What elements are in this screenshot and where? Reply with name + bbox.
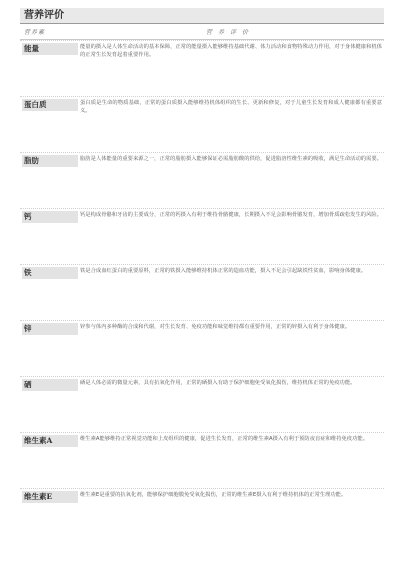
nutrient-evaluation: 锌参与体内多种酶的合成和代谢，对生长发育、免疫功能和味觉维持都有重要作用，正常的锌摄入有利于身体健康。 xyxy=(80,324,351,330)
table-row-protein xyxy=(20,96,384,153)
nutrient-name: 锌 xyxy=(22,323,78,335)
table-row-vitamin-a xyxy=(20,432,384,489)
nutrient-evaluation: 硒是人体必需的微量元素，具有抗氧化作用，正常的硒摄入有助于保护细胞免受氧化损伤，维持机体正常的免疫功能。 xyxy=(80,380,356,386)
table-row-fat xyxy=(20,152,384,209)
column-header-evaluation: 营养评价 xyxy=(205,29,254,36)
column-header-nutrient: 营养素 xyxy=(24,29,46,36)
nutrient-evaluation: 维生素E是重要的抗氧化剂，能够保护细胞膜免受氧化损伤，正常的维生素E摄入有利于维持机体的正常生理功能。 xyxy=(80,492,347,498)
table-row-selenium xyxy=(20,376,384,433)
nutrient-evaluation: 铁是合成血红蛋白的重要原料，正常的铁摄入能够维持机体正常的造血功能，摄入不足会引起缺铁性贫血，影响身体健康。 xyxy=(80,268,367,274)
section-title: 营养评价 xyxy=(20,8,384,24)
table-row-energy xyxy=(20,40,384,97)
nutrient-name: 维生素A xyxy=(22,435,78,447)
table-row-calcium xyxy=(20,208,384,265)
nutrient-name: 蛋白质 xyxy=(22,99,78,111)
nutrient-evaluation: 蛋白质是生命的物质基础，正常的蛋白质摄入能够维持机体组织的生长、更新和修复，对于儿童生长发育和成人健康都有重要意义。 xyxy=(80,100,382,115)
nutrient-evaluation: 钙是构成骨骼和牙齿的主要成分，正常的钙摄入有利于维持骨骼健康，长期摄入不足会影响骨骼发育，增加骨质疏松发生的风险。 xyxy=(80,212,382,218)
table-row-vitamin-e xyxy=(20,488,384,545)
nutrient-name: 钙 xyxy=(22,211,78,223)
table-row-zinc xyxy=(20,320,384,377)
nutrient-name: 铁 xyxy=(22,267,78,279)
nutrient-evaluation: 脂肪是人体能量的重要来源之一，正常的脂肪摄入能够保证必需脂肪酸的供给，促进脂溶性维生素的吸收，满足生命活动的需要。 xyxy=(80,156,382,162)
nutrient-name: 脂肪 xyxy=(22,155,78,167)
nutrient-evaluation: 能量的摄入是人体生命活动的基本保障，正常的能量摄入能够维持基础代谢、体力活动和食物特殊动力作用，对于身体健康和机体的正常生长发育起着重要作用。 xyxy=(80,44,382,59)
table-row-iron xyxy=(20,264,384,321)
nutrient-name: 硒 xyxy=(22,379,78,391)
nutrient-name: 能量 xyxy=(22,43,78,55)
nutrient-name: 维生素E xyxy=(22,491,78,503)
nutrient-evaluation: 维生素A能够维持正常视觉功能和上皮组织的健康，促进生长发育，正常的维生素A摄入有利于预防夜盲症和维持免疫功能。 xyxy=(80,436,368,442)
